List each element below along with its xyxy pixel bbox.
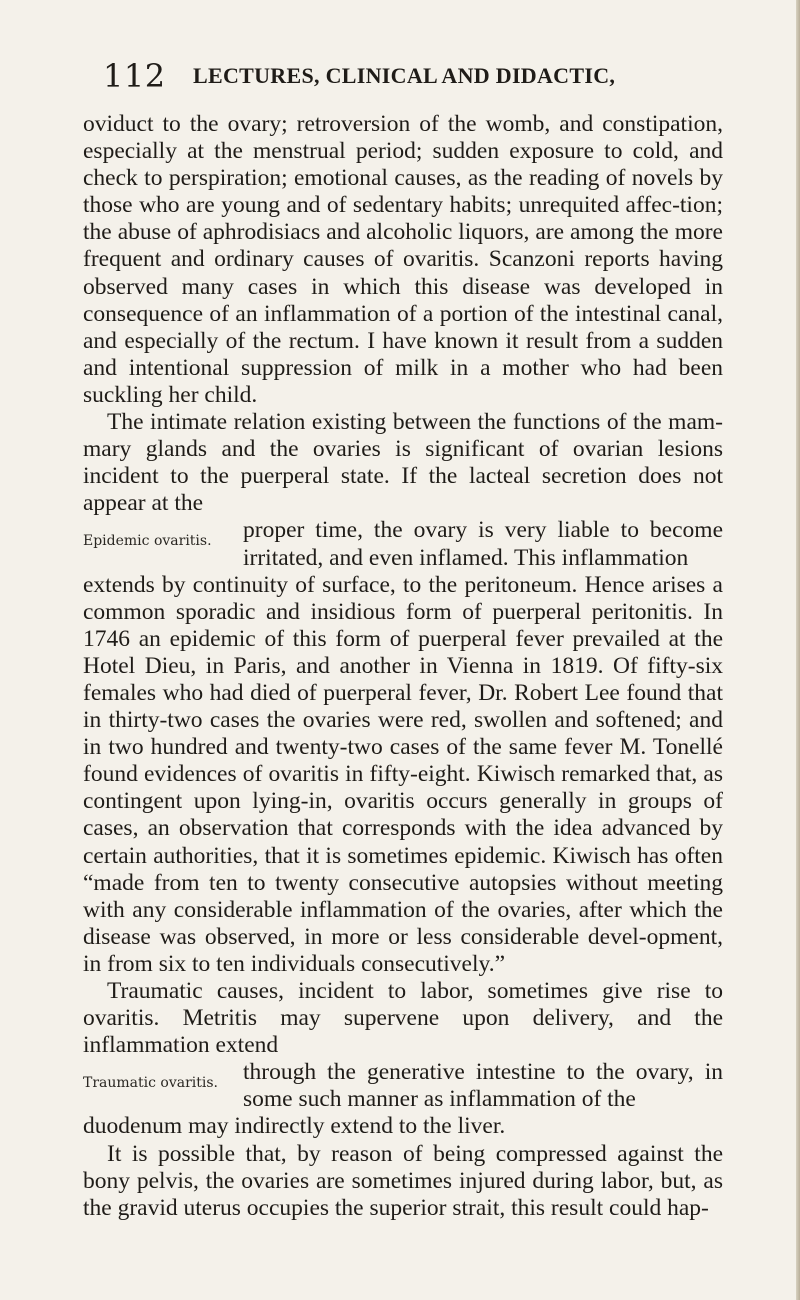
- sidenote-block-traumatic: [83, 1059, 723, 1113]
- paragraph-2-rest: extends by continuity of surface, to the peritoneum. Hence arises a common sporadic and insidious form of puerperal peritonitis. In 1746 an epidemic of this form of puerperal fever prevailed at the Hotel Dieu, in Paris, and another in Vienna in 1819. Of fifty-six females who had died of puerperal fever, Dr. Robert Lee found that in thirty-two cases the ovaries were red, swollen and softened; and in two hundred and twenty-two cases of the same fever M. Tonellé found evidences of ovaritis in fifty-eight. Kiwisch remarked that, as contingent upon lying-in, ovaritis occurs generally in groups of cases, an observation that corresponds with the idea advanced by certain authorities, that it is sometimes epidemic. Kiwisch has often “made from ten to twenty consecutive autopsies without meeting with any considerable inflammation of the ovaries, after which the disease was observed, in more or less considerable devel-opment, in from six to ten individuals consecutively.”: [83, 571, 723, 977]
- sidenote-traumatic-ovaritis: Traumatic ovaritis.: [83, 1075, 219, 1092]
- paragraph-1: oviduct to the ovary; retroversion of the womb, and constipation, especially at the menstrual period; sudden exposure to cold, and check to perspiration; emotional causes, as the reading of novels by those who are young and of sedentary habits; unrequited affec-tion; the abuse of aphrodisiacs and alcoholic liquors, are among the more frequent and ordinary causes of ovaritis. Scanzoni reports having observed many cases in which this disease was developed in consequence of an inflammation of a portion of the intestinal canal, and especially of the rectum. I have known it result from a sudden and intentional suppression of milk in a mother who had been suckling her child.: [83, 111, 723, 408]
- running-title: LECTURES, CLINICAL AND DIDACTIC,: [193, 63, 616, 88]
- paragraph-3-side: through the generative intestine to the ovary, in some such manner as inflammation of the: [243, 1059, 723, 1113]
- paragraph-4: It is possible that, by reason of being compressed against the bony pelvis, the ovaries are sometimes injured during labor, but, as the gravid uterus occupies the superior strait, this result could hap-: [83, 1140, 723, 1221]
- paragraph-2-side: proper time, the ovary is very liable to become irritated, and even inflamed. This inflammation: [243, 517, 723, 571]
- body-text: [83, 111, 723, 1222]
- paragraph-2-intro: The intimate relation existing between the functions of the mam-mary glands and the ovaries is significant of ovarian lesions incident to the puerperal state. If the lacteal secretion does not appear at the: [83, 409, 723, 517]
- page-edge-shadow: [796, 0, 800, 1300]
- sidenote-epidemic-ovaritis: Epidemic ovaritis.: [83, 533, 212, 550]
- paragraph-3-intro: Traumatic causes, incident to labor, sometimes give rise to ovaritis. Metritis may supervene upon delivery, and the inflammation extend: [83, 978, 723, 1059]
- sidenote-block-epidemic: [83, 517, 723, 571]
- page-header: [103, 52, 737, 100]
- paragraph-3-rest: duodenum may indirectly extend to the liver.: [83, 1113, 506, 1140]
- page-number: 112: [103, 57, 166, 95]
